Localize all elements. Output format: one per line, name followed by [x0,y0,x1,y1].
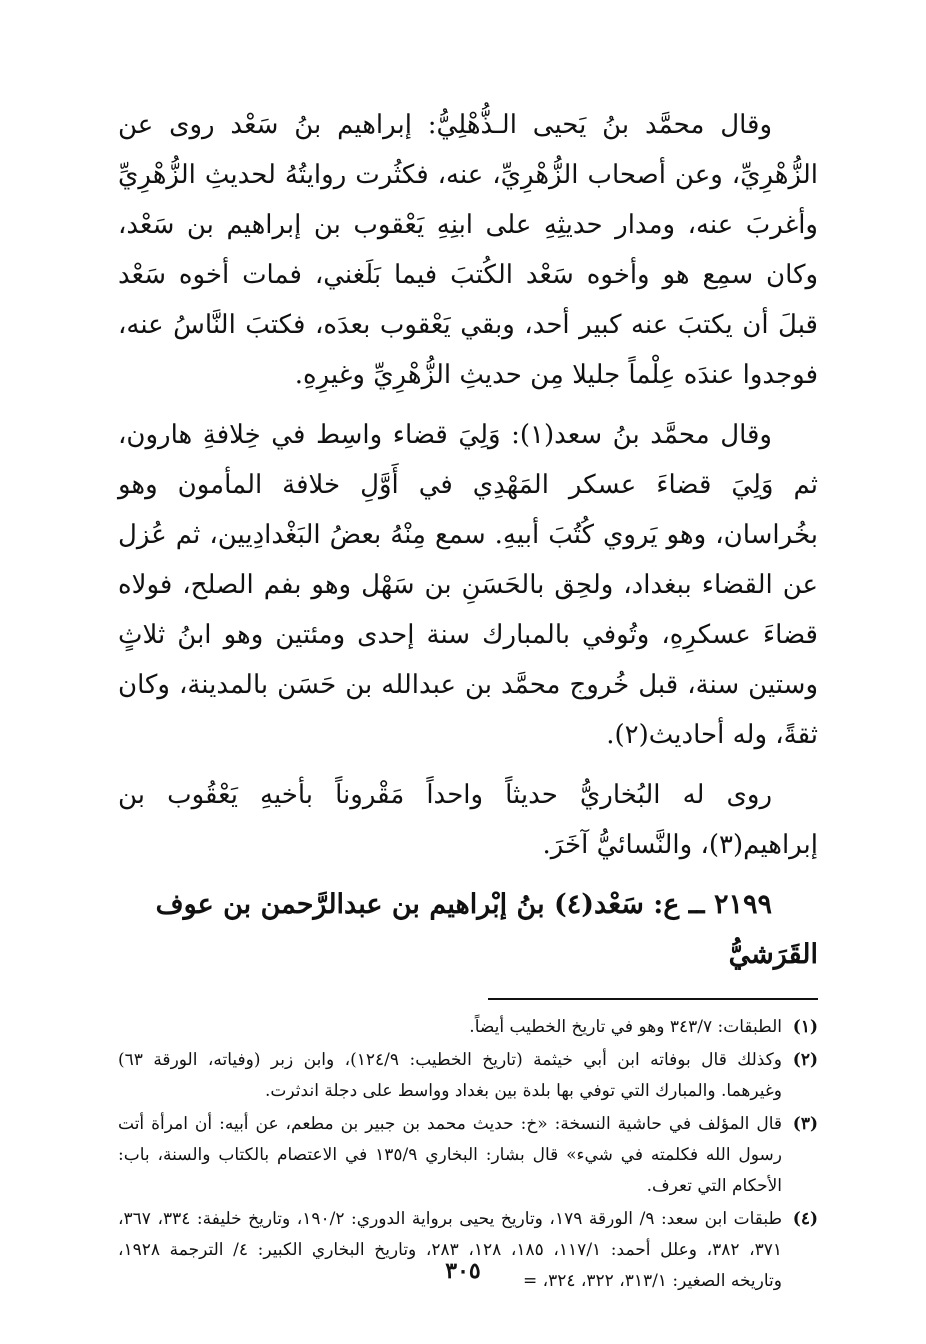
paragraph-dhuhli-quote: وقال محمَّد بنُ يَحيى الـذُّهْلِيُّ: إبراهيم بنُ سَعْد روى عن الزُّهْرِيِّ، وعن أصحاب الزُّهْرِيِّ، عنه، فكثُرت روايتُهُ لحديثِ الزُّهْرِيِّ وأغربَ عنه، ومدار حديثِهِ على ابنِهِ يَعْقوب بن إبراهيم بن سَعْد، وكان سمِع هو وأخوه سَعْد الكُتبَ فيما بَلَغني، فمات أخوه سَعْد قبلَ أن يكتبَ عنه كبير أحد، وبقي يَعْقوب بعدَه، فكتبَ النَّاسُ عنه، فوجدوا عندَه عِلْماً جليلا مِن حديثِ الزُّهْرِيِّ وغيرِهِ. [118,110,819,390]
footnote-text: قال المؤلف في حاشية النسخة: «خ: حديث محمد بن جبير بن مطعم، عن أبيه: أن امرأة أتت رسول الله فكلمته في شيء» قال بشار: البخاري ١٣٥/٩ في الاعتصام بالكتاب والسنة، باب: الأحكام التي تعرف. [118,1114,783,1196]
footnote-text: الطبقات: ٣٤٣/٧ وهو في تاريخ الخطيب أيضاً. [469,1017,782,1037]
footnote-number: (٣) [792,1114,818,1134]
paragraph-narrators: روى له البُخاريُّ حديثاً واحداً مَقْروناً بأخيهِ يَعْقُوب بن إبراهيم(٣)، والنَّسائيُّ آخَرَ. [118,780,818,860]
footnote-number: (٤) [792,1209,818,1229]
footnote-text: طبقات ابن سعد: ٩/ الورقة ١٧٩، وتاريخ يحيى برواية الدوري: ١٩٠/٢، وتاريخ خليفة: ٣٣٤، ٣٦٧، ٣٧١، ٣٨٢، وعلل أحمد: ١١٧/١، ١٨٥، ١٢٨، ٢٨٣، وتاريخ البخاري الكبير: ٤/ الترجمة ١٩٢٨، وتاريخه الصغير: ٣١٣/١، ٣٢٢، ٣٢٤، = [118,1209,783,1291]
footnote-text: وكذلك قال بوفاته ابن أبي خيثمة (تاريخ الخطيب: ١٢٤/٩)، وابن زبر (وفياته، الورقة ٦٣) وغيرهما. والمبارك التي توفي بها بلدة بين بغداد وواسط على دجلة اندثرت. [118,1050,782,1101]
entry-heading: ٢١٩٩ ــ ع: سَعْد(٤) بنُ إبْراهيم بن عبدالرَّحمن بن عوف القَرَشيُّ [155,889,818,970]
footnote-divider [488,998,818,1000]
footnote-number: (٢) [792,1050,818,1070]
footnotes [118,1012,818,1297]
footnote-3 [118,1109,818,1202]
footnote-number: (١) [792,1017,818,1037]
paragraph-ibn-saad-quote: وقال محمَّد بنُ سعد(١): وَلِيَ قضاء واسِط في خِلافةِ هارون، ثم وَلِيَ قضاءَ عسكر المَهْدِي في أَوَّلِ خلافة المأمون وهو بخُراسان، وهو يَروي كُتُبَ أبيهِ. سمع مِنْهُ بعضُ البَغْدادِيين، ثم عُزل عن القضاء ببغداد، ولحِق بالحَسَنِ بن سَهْل وهو بفم الصلح، فولاه قضاءَ عسكرِهِ، وتُوفي بالمبارك سنة إحدى ومئتين وهو ابنُ ثلاثٍ وستين سنة، قبل خُروج محمَّد بن عبدالله بن حَسَن بالمدينة، وكان ثقةً، وله أحاديث(٢). [118,420,818,750]
footnote-1 [118,1012,818,1043]
page-number: ٣٠٥ [445,1258,481,1284]
footnote-2 [118,1045,818,1107]
